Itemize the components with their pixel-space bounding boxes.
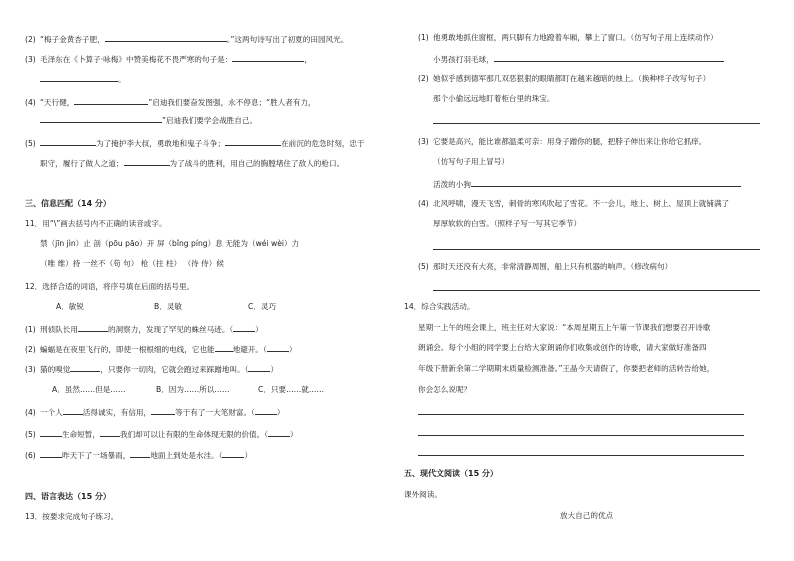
answer-blank[interactable] <box>255 406 277 415</box>
answer-line[interactable] <box>433 123 760 124</box>
question-14-para-1: 星期一上午的班会课上，班主任对大家说：“本周星期五上午第一节课我们想要召开诗歌 <box>418 323 711 332</box>
answer-blank[interactable] <box>215 343 233 352</box>
answer-blank[interactable] <box>130 449 150 458</box>
question-text: 北风呼啸，漫天飞雪，刺骨的寒风吹起了雪花。不一会儿，地上、树上、屋顶上就铺满了 <box>433 199 730 208</box>
question-number: (2) <box>25 345 36 354</box>
answer-blank[interactable] <box>40 428 62 437</box>
question-text: 刑侦队长用 <box>40 325 78 334</box>
answer-blank[interactable] <box>494 53 724 62</box>
question-text: 一个人 <box>40 408 63 417</box>
answer-blank[interactable] <box>233 323 255 332</box>
answer-blank[interactable] <box>78 323 108 332</box>
question-12-4 <box>25 406 284 418</box>
question-text: 蝙蝠是在夜里飞行的，即使一根根细的电线，它也能 <box>40 345 215 354</box>
question-12-3 <box>25 363 278 375</box>
sentence-4-instruction: 厚厚软软的白雪。（照样子写一写其它季节） <box>433 219 582 228</box>
question-11-row-2: （唯 维）持 一丝不（苟 句） 枪（拄 柱） （待 侍）候 <box>40 259 224 268</box>
sentence-2-prompt: 那个小偷远远地盯着柜台里的珠宝。 <box>433 94 555 103</box>
sentence-1 <box>418 33 718 43</box>
question-text: 为了战斗的胜利，用自己的胸膛堵住了敌人的枪口。 <box>169 159 345 168</box>
sentence-2 <box>418 74 710 84</box>
option-a: A．敏锐 <box>56 302 84 311</box>
question-12: 12．选择合适的词语，将序号填在后面的括号里。 <box>25 282 195 291</box>
question-text: 它要是高兴，能比谁都温柔可亲：用身子蹭你的腿，把脖子伸出来让你给它抓痒。 <box>433 137 707 146</box>
question-text: ， <box>304 55 312 64</box>
reading-title: 放大自己的优点 <box>560 511 614 520</box>
question-number: (4) <box>25 98 36 107</box>
answer-blank[interactable] <box>100 428 120 437</box>
question-text: 等于有了一大笔财富。（ <box>175 408 255 417</box>
option-c: C．灵巧 <box>248 302 277 311</box>
question-text: 我们却可以让有限的生命体现无限的价值。（ <box>119 430 269 439</box>
section-heading-4: 四、语言表达（15 分） <box>25 492 111 501</box>
question-number: (3) <box>25 55 36 64</box>
question-number: (4) <box>418 199 429 208</box>
answer-blank[interactable] <box>124 157 170 166</box>
question-text: 小男孩打羽毛球， <box>433 55 494 64</box>
question-14-para-4: 你会怎么说呢？ <box>418 385 472 394</box>
question-4 <box>25 96 316 108</box>
question-text: 。 <box>118 75 126 84</box>
question-14-para-2: 朗诵会。每个小组的同学要上台给大家朗诵你们收集或创作的诗歌，请大家做好准备四 <box>418 343 707 352</box>
question-number: (1) <box>25 325 36 334</box>
answer-blank[interactable] <box>268 428 290 437</box>
question-number: (6) <box>25 451 36 460</box>
question-number: (3) <box>418 137 429 146</box>
question-text: ） <box>276 408 285 417</box>
question-2 <box>25 33 348 45</box>
answer-blank[interactable] <box>40 73 118 82</box>
answer-blank[interactable] <box>40 137 96 146</box>
question-text: ） <box>288 345 297 354</box>
question-text: ”启迪我们要奋发图强，永不停息；“胜人者有力， <box>148 98 316 107</box>
answer-blank[interactable] <box>222 449 244 458</box>
question-text: 在前沉的危急时刻，忠于 <box>281 139 365 148</box>
answer-blank[interactable] <box>267 343 289 352</box>
question-11-row-1: 禁（jīn jìn）止 剖（pōu pāo）开 屏（bǐng píng）息 无能为（wéi wèi）力 <box>40 239 300 248</box>
sentence-1-answer <box>433 53 724 65</box>
question-number: (2) <box>418 74 429 83</box>
sentence-3 <box>418 137 706 147</box>
question-12-1 <box>25 323 263 335</box>
answer-blank[interactable] <box>40 449 62 458</box>
question-text: “梅子金黄杏子肥， <box>40 35 105 44</box>
question-3 <box>25 53 312 65</box>
answer-blank[interactable] <box>248 363 270 372</box>
question-text: 猫的嗅觉 <box>40 365 71 374</box>
question-text: 活泼的小狗 <box>433 180 471 189</box>
question-number: (5) <box>418 262 429 271</box>
option2-c: C．只要……就…… <box>258 385 325 394</box>
answer-blank[interactable] <box>232 53 304 62</box>
question-text: 毛泽东在《卜算子·咏梅》中赞美梅花不畏严寒的句子是： <box>40 55 233 64</box>
answer-blank[interactable] <box>471 178 741 187</box>
question-text: ） <box>255 325 263 334</box>
sentence-5 <box>418 262 672 272</box>
question-text: ”启迪我们要学会战胜自己。 <box>162 116 258 125</box>
answer-line[interactable] <box>433 249 760 250</box>
answer-blank[interactable] <box>40 114 162 123</box>
question-text: ） <box>290 430 298 439</box>
question-text: ，只要你一切肉，它就会跑过来踩蹭地叫。（ <box>100 365 249 374</box>
question-text: 那时天还没有大亮，非常清静周围，船上只有机器的响声。（修改病句） <box>433 262 673 271</box>
question-number: (5) <box>25 430 36 439</box>
question-5 <box>25 137 365 149</box>
question-text: 的洞察力，发现了罕见的蛛丝马迹。（ <box>107 325 234 334</box>
answer-blank[interactable] <box>74 96 148 105</box>
question-text: ） <box>244 451 253 460</box>
question-number: (2) <box>25 35 36 44</box>
answer-blank[interactable] <box>151 406 175 415</box>
question-text: 生命短暂， <box>62 430 100 439</box>
question-text: “天行健， <box>40 98 75 107</box>
section-heading-3: 三、信息匹配（14 分） <box>25 199 111 208</box>
question-text: 地面上到处是水洼。（ <box>150 451 223 460</box>
question-11: 11．用“\”画去括号内不正确的读音或字。 <box>25 219 167 228</box>
question-number: (1) <box>418 33 429 42</box>
question-text: ） <box>270 365 279 374</box>
question-14: 14．综合实践活动。 <box>404 302 475 311</box>
question-14-para-3: 年级下册新余第二学期期末质量检测准备。”王晶今天请假了，你要把老师的活转告给她， <box>418 364 715 373</box>
option2-a: A．虽然……但是…… <box>52 385 126 394</box>
question-text: 地避开。（ <box>232 345 267 354</box>
sentence-3-answer <box>433 178 741 190</box>
question-12-2 <box>25 343 296 355</box>
question-text: 。”这两句诗写出了初夏的田园风光。 <box>226 35 349 44</box>
question-text: 为了掩护李大叔，勇敢地和鬼子斗争； <box>96 139 226 148</box>
question-text: 昨天下了一场暴雨， <box>62 451 131 460</box>
answer-line[interactable] <box>418 435 744 436</box>
question-12-6 <box>25 449 252 461</box>
question-4-line2 <box>40 114 257 126</box>
option-b: B．灵敏 <box>154 302 182 311</box>
answer-blank[interactable] <box>70 363 100 372</box>
answer-blank[interactable] <box>225 137 281 146</box>
sentence-4 <box>418 199 729 209</box>
question-13: 13．按要求完成句子练习。 <box>25 512 119 521</box>
question-number: (3) <box>25 365 36 374</box>
section-heading-5: 五、现代文阅读（15 分） <box>404 469 498 478</box>
reading-intro: 课外阅读。 <box>404 490 442 499</box>
answer-blank[interactable] <box>63 406 83 415</box>
question-text: 他勇敢地抓住窗框，两只脚有力地蹬着车厢，攀上了窗口。（仿写句子用上连续动作） <box>433 33 718 42</box>
sentence-3-instruction: （仿写句子用上冒号） <box>433 157 509 166</box>
question-number: (5) <box>25 139 36 148</box>
option2-b: B．因为……所以…… <box>156 385 230 394</box>
question-12-5 <box>25 428 298 440</box>
answer-blank[interactable] <box>105 33 227 42</box>
question-text: 她似乎感到德军那几双恶狠狠的眼睛都盯在越来越暗的烛上。（换种样子改写句子） <box>433 74 711 83</box>
question-text: 职守，履行了做人之道； <box>40 159 124 168</box>
answer-line[interactable] <box>418 414 744 415</box>
answer-line[interactable] <box>418 455 744 456</box>
question-5-line2 <box>40 157 344 169</box>
answer-line[interactable] <box>433 290 760 291</box>
question-text: 活得诚实，有信用， <box>82 408 152 417</box>
question-3-line2 <box>40 73 126 85</box>
question-number: (4) <box>25 408 36 417</box>
